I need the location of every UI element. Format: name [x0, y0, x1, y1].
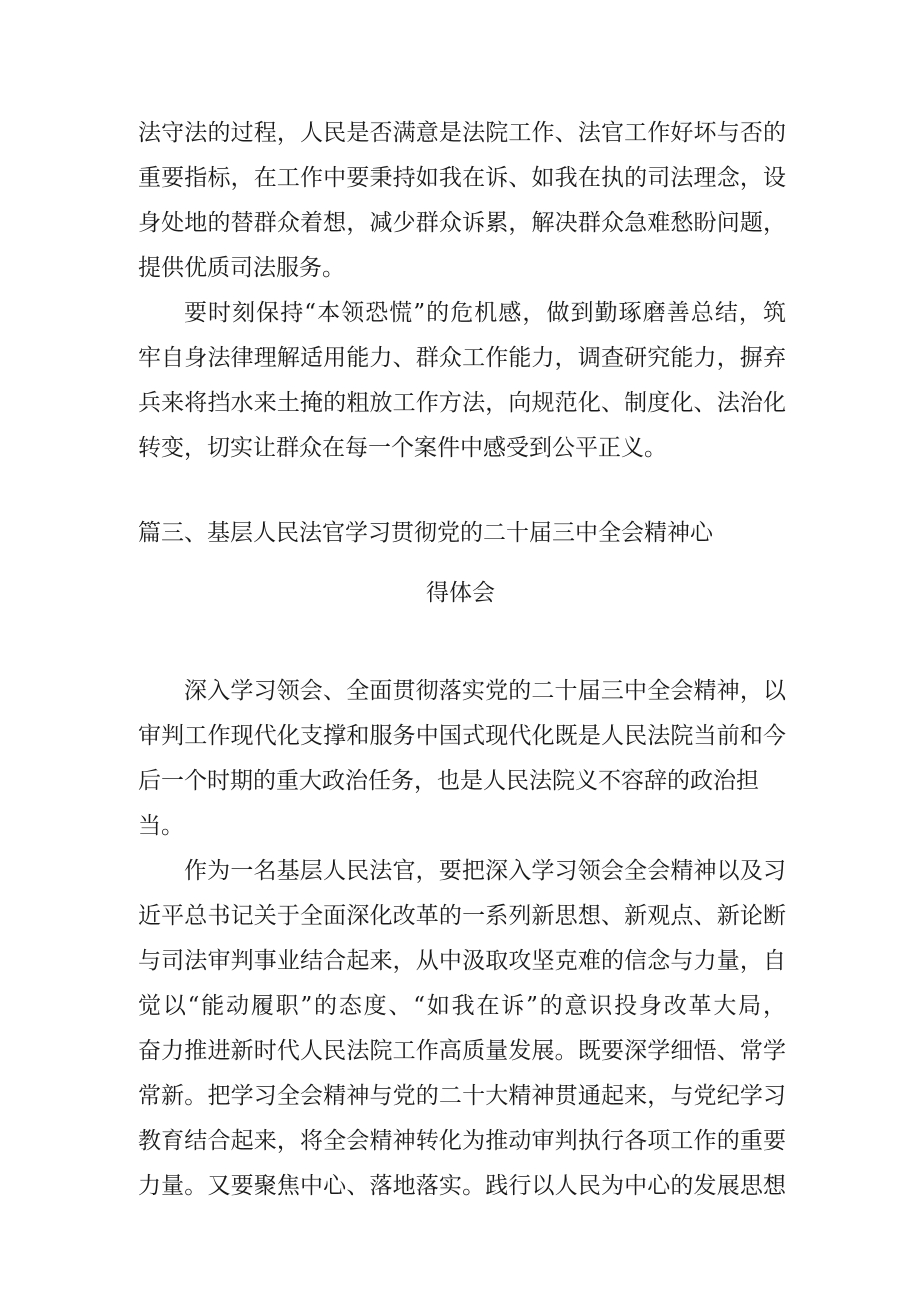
- paragraph-2-line-1: 要时刻保持“本领恐慌”的危机感，做到勤琢磨善总结，筑: [184, 300, 786, 326]
- paragraph-4-line-5: 奋力推进新时代人民法院工作高质量发展。既要深学细悟、常学: [138, 1038, 786, 1064]
- paragraph-2-line-4: 转变，切实让群众在每一个案件中感受到公平正义。: [138, 435, 667, 461]
- section-heading-line-2: 得体会: [426, 580, 495, 606]
- paragraph-3-line-1: 深入学习领会、全面贯彻落实党的二十届三中全会精神，以: [184, 678, 786, 704]
- paragraph-4-line-7: 教育结合起来，将全会精神转化为推动审判执行各项工作的重要: [138, 1128, 786, 1154]
- paragraph-4-line-6: 常新。把学习全会精神与党的二十大精神贯通起来，与党纪学习: [138, 1083, 786, 1109]
- paragraph-4-line-4: 觉以“能动履职”的态度、“如我在诉”的意识投身改革大局，: [138, 993, 786, 1019]
- paragraph-1-line-1: 法守法的过程，人民是否满意是法院工作、法官工作好坏与否的: [138, 120, 786, 146]
- section-heading-line-1: 篇三、基层人民法官学习贯彻党的二十届三中全会精神心: [138, 520, 713, 546]
- paragraph-1-line-2: 重要指标，在工作中要秉持如我在诉、如我在执的司法理念，设: [138, 165, 786, 191]
- paragraph-2-line-3: 兵来将挡水来土掩的粗放工作方法，向规范化、制度化、法治化: [138, 390, 786, 416]
- paragraph-4-line-1: 作为一名基层人民法官，要把深入学习领会全会精神以及习: [184, 858, 786, 884]
- paragraph-3-line-3: 后一个时期的重大政治任务，也是人民法院义不容辞的政治担: [138, 768, 759, 794]
- paragraph-3-line-4: 当。: [138, 813, 184, 839]
- paragraph-1-line-4: 提供优质司法服务。: [138, 255, 345, 281]
- paragraph-1-line-3: 身处地的替群众着想，减少群众诉累，解决群众急难愁盼问题，: [138, 210, 786, 236]
- paragraph-2-line-2: 牢自身法律理解适用能力、群众工作能力，调查研究能力，摒弃: [138, 345, 786, 371]
- paragraph-4-line-2: 近平总书记关于全面深化改革的一系列新思想、新观点、新论断: [138, 903, 786, 929]
- paragraph-4-line-3: 与司法审判事业结合起来，从中汲取攻坚克难的信念与力量，自: [138, 948, 786, 974]
- paragraph-3-line-2: 审判工作现代化支撑和服务中国式现代化既是人民法院当前和今: [138, 723, 786, 749]
- paragraph-4-line-8: 力量。又要聚焦中心、落地落实。践行以人民为中心的发展思想: [138, 1173, 786, 1199]
